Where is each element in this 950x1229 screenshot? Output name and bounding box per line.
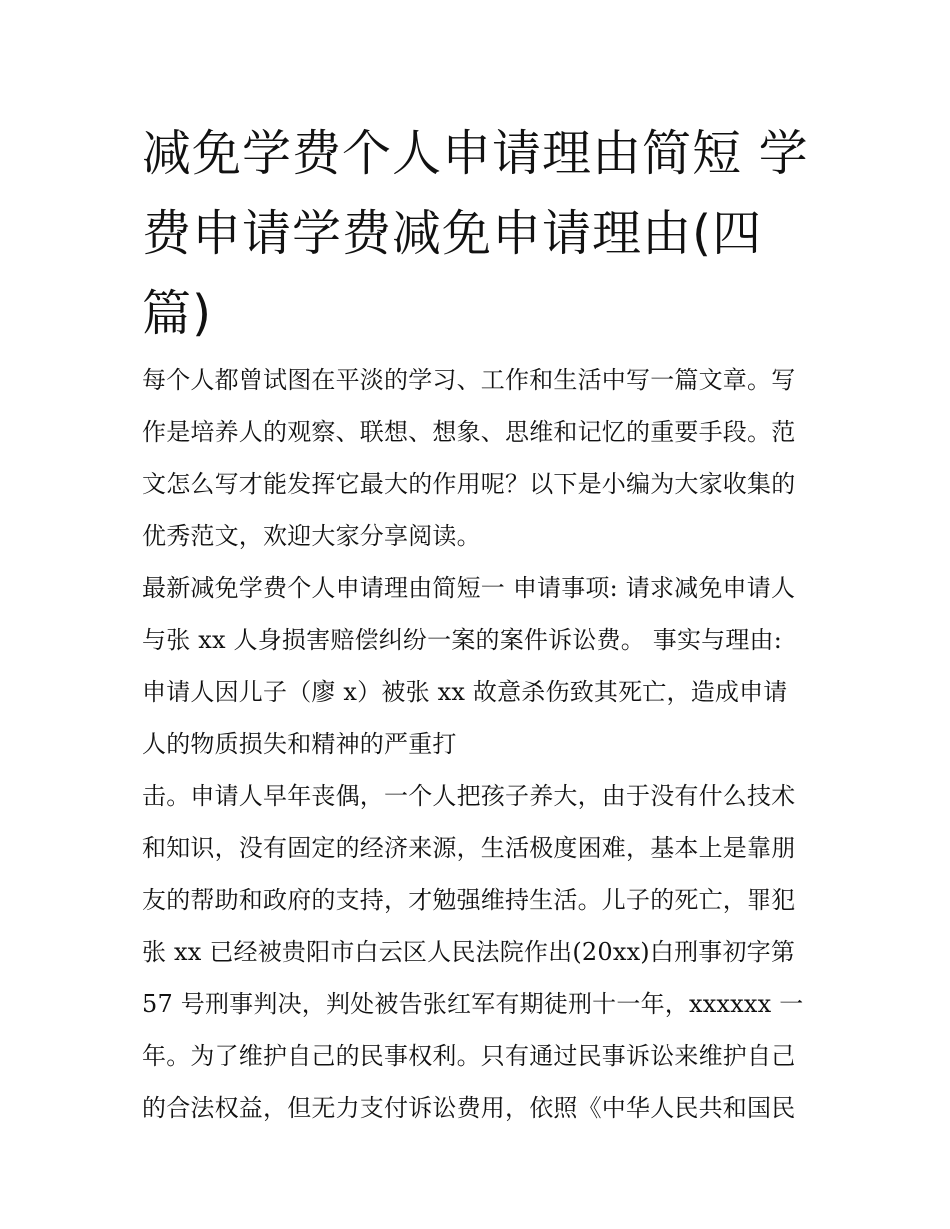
- body-line: 申请人因儿子（廖 x）被张 xx 故意杀伤致其死亡，造成申请: [142, 678, 788, 706]
- body-line: 击。申请人早年丧偶，一个人把孩子养大，由于没有什么技术: [142, 782, 796, 810]
- document-body: [142, 354, 814, 1134]
- body-line: 与张 xx 人身损害赔偿纠纷一案的案件诉讼费。 事实与理由:: [142, 626, 783, 654]
- body-line: 文怎么写才能发挥它最大的作用呢？以下是小编为大家收集的: [142, 470, 796, 498]
- body-line: 张 xx 已经被贵阳市白云区人民法院作出(20xx)白刑事初字第: [142, 938, 796, 966]
- document-title: [142, 114, 822, 354]
- body-line: 人的物质损失和精神的严重打: [142, 730, 457, 758]
- body-line: 优秀范文，欢迎大家分享阅读。: [142, 522, 481, 550]
- body-line: 作是培养人的观察、联想、想象、思维和记忆的重要手段。范: [142, 418, 796, 446]
- body-line: 的合法权益，但无力支付诉讼费用，依照《中华人民共和国民: [142, 1094, 796, 1122]
- title-line-3: 篇): [142, 285, 213, 342]
- body-line: 年。为了维护自己的民事权利。只有通过民事诉讼来维护自己: [142, 1042, 796, 1070]
- title-line-2: 费申请学费减免申请理由(四: [142, 205, 763, 262]
- body-line: 友的帮助和政府的支持，才勉强维持生活。儿子的死亡，罪犯: [142, 886, 796, 914]
- body-line: 每个人都曾试图在平淡的学习、工作和生活中写一篇文章。写: [142, 366, 796, 394]
- body-line: 57 号刑事判决，判处被告张红军有期徒刑十一年，xxxxxx 一: [142, 990, 804, 1018]
- body-line: 和知识，没有固定的经济来源，生活极度困难，基本上是靠朋: [142, 834, 796, 862]
- body-line: 最新减免学费个人申请理由简短一 申请事项: 请求减免申请人: [142, 574, 796, 602]
- title-line-1: 减免学费个人申请理由简短 学: [142, 125, 809, 182]
